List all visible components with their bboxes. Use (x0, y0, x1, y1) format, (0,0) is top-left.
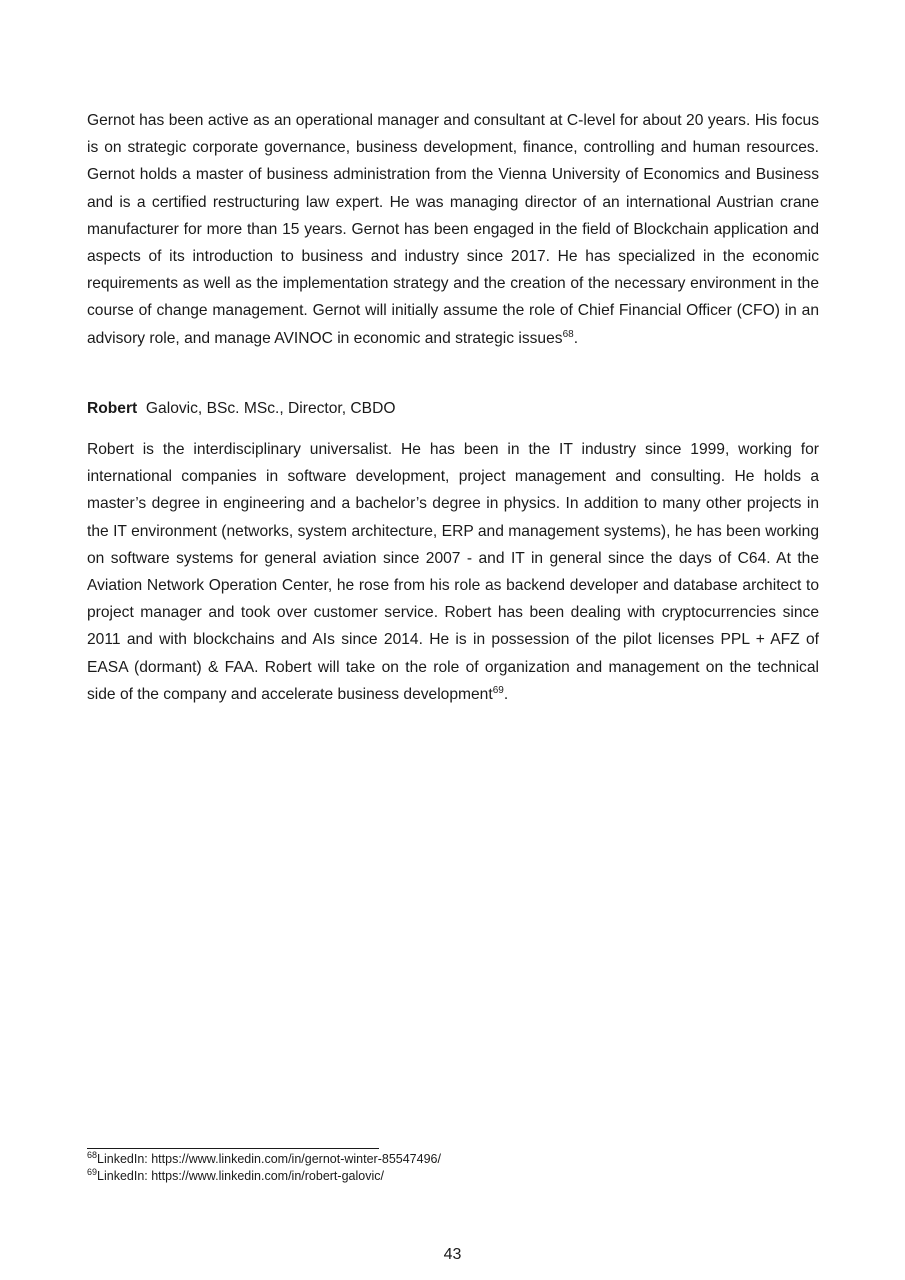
robert-heading-title: Galovic, BSc. MSc., Director, CBDO (145, 400, 396, 417)
paragraph-robert-bio (87, 436, 819, 708)
footnotes (87, 1151, 819, 1185)
footnote-ref-69[interactable]: 69 (492, 684, 504, 696)
footnote-link[interactable]: LinkedIn: https://www.linkedin.com/in/gernot-winter-85547496/ (97, 1152, 441, 1166)
paragraph-gernot-end: . (573, 329, 579, 347)
footnote-divider (87, 1148, 379, 1149)
footnote-number: 68 (87, 1149, 98, 1160)
paragraph-robert-end: . (503, 685, 509, 703)
robert-heading-name: Robert (87, 400, 138, 417)
paragraph-robert-text: Robert is the interdisciplinary universalist. He has been in the IT industry since 1999, working for international companies in software development, project management and consulting. He holds a master’s degree in engineering and a bachelor’s degree in physics. In addition to many other projects in the IT environment (networks, system architecture, ERP and management systems), he has been working on software systems for general aviation since 2007 - and IT in general since the days of C64. At the Aviation Network Operation Center, he rose from his role as backend developer and database architect to project manager and took over customer service. Robert has been dealing with cryptocurrencies since 2011 and with blockchains and AIs since 2014. He is in possession of the pilot licenses PPL + AFZ of EASA (dormant) & FAA. Robert will take on the role of organization and management on the technical side of the company and accelerate business development (87, 441, 819, 703)
robert-heading (87, 395, 819, 422)
footnote-ref-68[interactable]: 68 (562, 328, 574, 340)
paragraph-gernot-text: Gernot has been active as an operational manager and consultant at C-level for about 20 years. His focus is on strategic corporate governance, business development, finance, controlling and human resources. Gernot holds a master of business administration from the Vienna University of Economics and Business and is a certified restructuring law expert. He was managing director of an international Austrian crane manufacturer for more than 15 years. Gernot has been engaged in the field of Blockchain application and aspects of its introduction to business and industry since 2017. He has specialized in the economic requirements as well as the implementation strategy and the creation of the necessary environment in the course of change management. Gernot will initially assume the role of Chief Financial Officer (CFO) in an advisory role, and manage AVINOC in economic and strategic issues (87, 112, 819, 347)
footnote-number: 69 (87, 1166, 98, 1177)
footnote-68 (87, 1151, 819, 1168)
footnote-link[interactable]: LinkedIn: https://www.linkedin.com/in/robert-galovic/ (97, 1169, 384, 1183)
footnote-69 (87, 1168, 819, 1185)
page-number: 43 (443, 1246, 462, 1263)
paragraph-gernot-bio (87, 107, 819, 352)
